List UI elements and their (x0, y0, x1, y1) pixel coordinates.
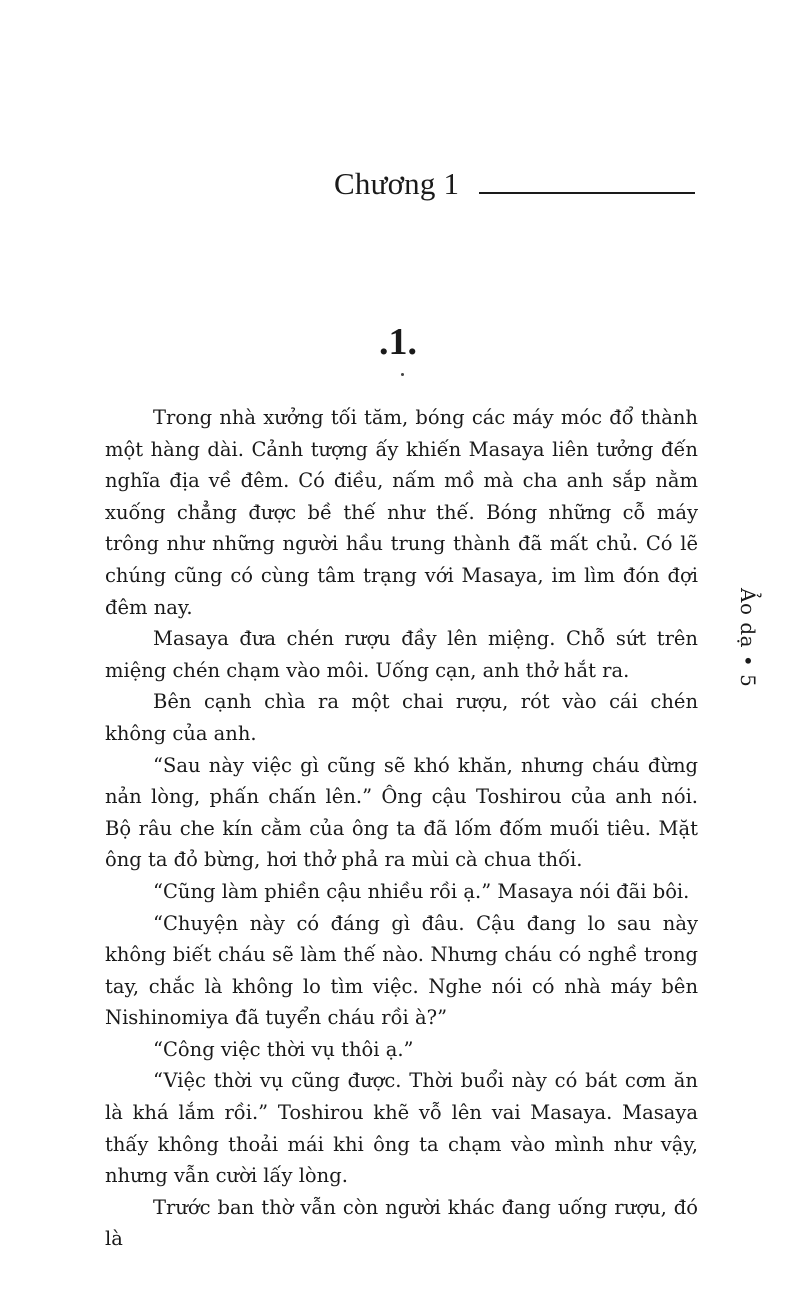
paragraph: Trước ban thờ vẫn còn người khác đang uống rượu, đó là (105, 1195, 698, 1251)
chapter-title: Chương 1 (334, 166, 460, 201)
print-speck (401, 373, 404, 376)
running-header (722, 588, 762, 718)
paragraph: Bên cạnh chìa ra một chai rượu, rót vào cái chén không của anh. (105, 690, 698, 745)
paragraph: “Cũng làm phiền cậu nhiều rồi ạ.” Masaya nói đãi bôi. (153, 879, 690, 903)
section-number (0, 320, 800, 364)
paragraph: “Việc thời vụ cũng được. Thời buổi này có bát cơm ăn là khá lắm rồi.” Toshirou khẽ vỗ lên vai Masaya. Masaya thấy không thoải mái khi ông ta chạm vào mình như vậy, nhưng vẫn cười lấy lòng. (105, 1069, 698, 1188)
paragraph: “Sau này việc gì cũng sẽ khó khăn, nhưng cháu đừng nản lòng, phấn chấn lên.” Ông cậu Toshirou của anh nói. Bộ râu che kín cằm của ông ta đã lốm đốm muối tiêu. Mặt ông ta đỏ bừng, hơi thở phả ra mùi cà chua thối. (105, 753, 698, 872)
body-text (105, 402, 698, 1255)
paragraph: Masaya đưa chén rượu đầy lên miệng. Chỗ sứt trên miệng chén chạm vào môi. Uống cạn, anh thở hắt ra. (105, 627, 698, 682)
section-number-text: .1. (379, 321, 417, 363)
paragraph: “Chuyện này có đáng gì đâu. Cậu đang lo sau này không biết cháu sẽ làm thế nào. Nhưng cháu có nghề trong tay, chắc là không lo tìm việc. Nghe nói có nhà máy bên Nishinomiya đã tuyển cháu rồi à?” (105, 911, 698, 1030)
paragraph: “Công việc thời vụ thôi ạ.” (153, 1037, 414, 1061)
chapter-heading (334, 162, 714, 206)
paragraph: Trong nhà xưởng tối tăm, bóng các máy móc đổ thành một hàng dài. Cảnh tượng ấy khiến Masaya liên tưởng đến nghĩa địa về đêm. Có điều, nấm mồ mà cha anh sắp nằm xuống chẳng được bề thế như thế. Bóng những cỗ máy trông như những người hầu trung thành đã mất chủ. Có lẽ chúng cũng có cùng tâm trạng với Masaya, im lìm đón đợi đêm nay. (105, 406, 698, 619)
chapter-title-rule (479, 192, 695, 194)
running-header-text: Ảo dạ • 5 (736, 588, 760, 688)
